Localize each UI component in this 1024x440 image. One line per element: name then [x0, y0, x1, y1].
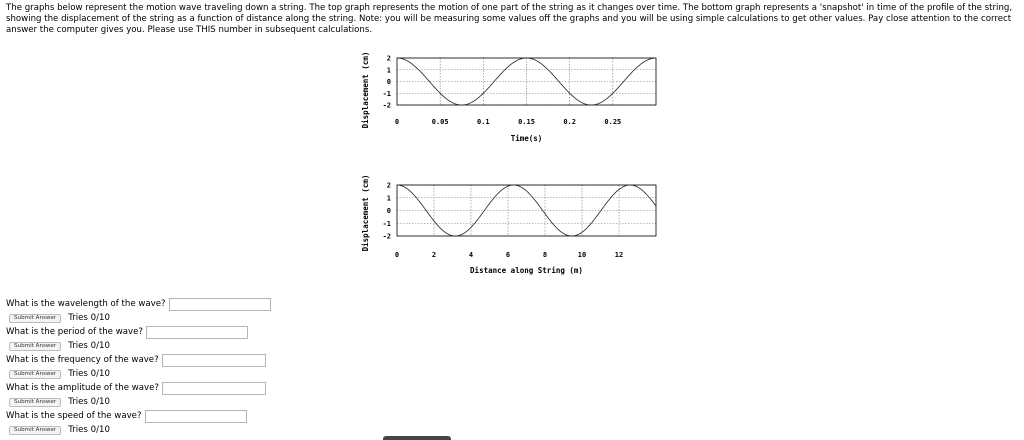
x-tick-label: 0.15: [518, 118, 535, 126]
time-graph-svg: [360, 48, 660, 148]
period-input[interactable]: [146, 326, 248, 339]
y-tick-label: 1: [386, 194, 391, 203]
x-tick-label: 0.2: [563, 118, 576, 126]
tries-counter: Tries 0/10: [68, 397, 110, 407]
tries-counter: Tries 0/10: [68, 425, 110, 435]
y-tick-label: -2: [382, 101, 391, 110]
x-tick-label: 0.25: [604, 118, 622, 126]
answer-row: [6, 311, 306, 325]
speed-input[interactable]: [145, 410, 247, 423]
y-axis-label: Displacement (cm): [361, 174, 370, 252]
submit-answer-button[interactable]: Submit Answer: [9, 342, 61, 351]
frequency-input[interactable]: [162, 354, 266, 367]
question-speed: [6, 409, 306, 423]
y-axis-label: Displacement (cm): [361, 51, 370, 129]
x-axis-label: Time(s): [510, 134, 543, 143]
y-tick-label: 1: [386, 66, 391, 75]
distance-graph: [360, 173, 660, 278]
question-amplitude: [6, 381, 306, 395]
y-tick-label: 0: [386, 207, 391, 215]
x-tick-label: 4: [468, 251, 474, 259]
question-label: What is the amplitude of the wave?: [6, 383, 159, 393]
scroll-handle[interactable]: [383, 436, 451, 440]
submit-answer-button[interactable]: Submit Answer: [9, 398, 61, 407]
x-tick-label: 12: [614, 251, 624, 259]
answer-row: [6, 395, 306, 409]
question-frequency: [6, 353, 306, 367]
question-period: [6, 325, 306, 339]
question-label: What is the frequency of the wave?: [6, 355, 159, 365]
distance-graph-svg: [360, 173, 660, 278]
time-graph: [360, 48, 660, 148]
tries-counter: Tries 0/10: [68, 313, 110, 323]
y-tick-label: -1: [382, 89, 391, 98]
y-tick-label: -2: [382, 232, 391, 241]
x-tick-label: 8: [542, 251, 548, 259]
amplitude-input[interactable]: [162, 382, 266, 395]
question-label: What is the wavelength of the wave?: [6, 299, 166, 309]
answer-row: [6, 339, 306, 353]
instructions-text: The graphs below represent the motion wave traveling down a string. The top graph represents the motion of one part of the string as it changes over time. The bottom graph represents a 'snapshot' in time of the profile of the string, showing the displacement of the string as a function of distance along the string. Note: you will be measuring some values off the graphs and you will be using simple calculations to get other values. Pay close attention to the correct answer the computer gives you. Please use THIS number in subsequent calculations.: [6, 3, 1013, 36]
y-tick-label: 0: [386, 78, 391, 86]
x-tick-label: 10: [577, 251, 587, 259]
submit-answer-button[interactable]: Submit Answer: [9, 426, 61, 435]
submit-answer-button[interactable]: Submit Answer: [9, 314, 61, 323]
submit-answer-button[interactable]: Submit Answer: [9, 370, 61, 379]
x-tick-label: 2: [431, 251, 437, 259]
x-tick-label: 0.05: [431, 118, 449, 126]
tries-counter: Tries 0/10: [68, 341, 110, 351]
y-tick-label: 2: [386, 54, 391, 63]
x-tick-label: 0: [394, 251, 400, 259]
question-label: What is the speed of the wave?: [6, 411, 142, 421]
y-tick-label: -1: [382, 219, 391, 228]
x-axis-label: Distance along String (m): [470, 266, 583, 275]
y-tick-label: 2: [386, 181, 391, 190]
question-label: What is the period of the wave?: [6, 327, 143, 337]
question-wavelength: [6, 297, 306, 311]
answer-row: [6, 367, 306, 381]
x-tick-label: 0.1: [477, 118, 490, 126]
question-list: [6, 297, 306, 437]
answer-row: [6, 423, 306, 437]
wavelength-input[interactable]: [169, 298, 271, 311]
tries-counter: Tries 0/10: [68, 369, 110, 379]
x-tick-label: 0: [394, 118, 400, 126]
x-tick-label: 6: [505, 251, 511, 259]
